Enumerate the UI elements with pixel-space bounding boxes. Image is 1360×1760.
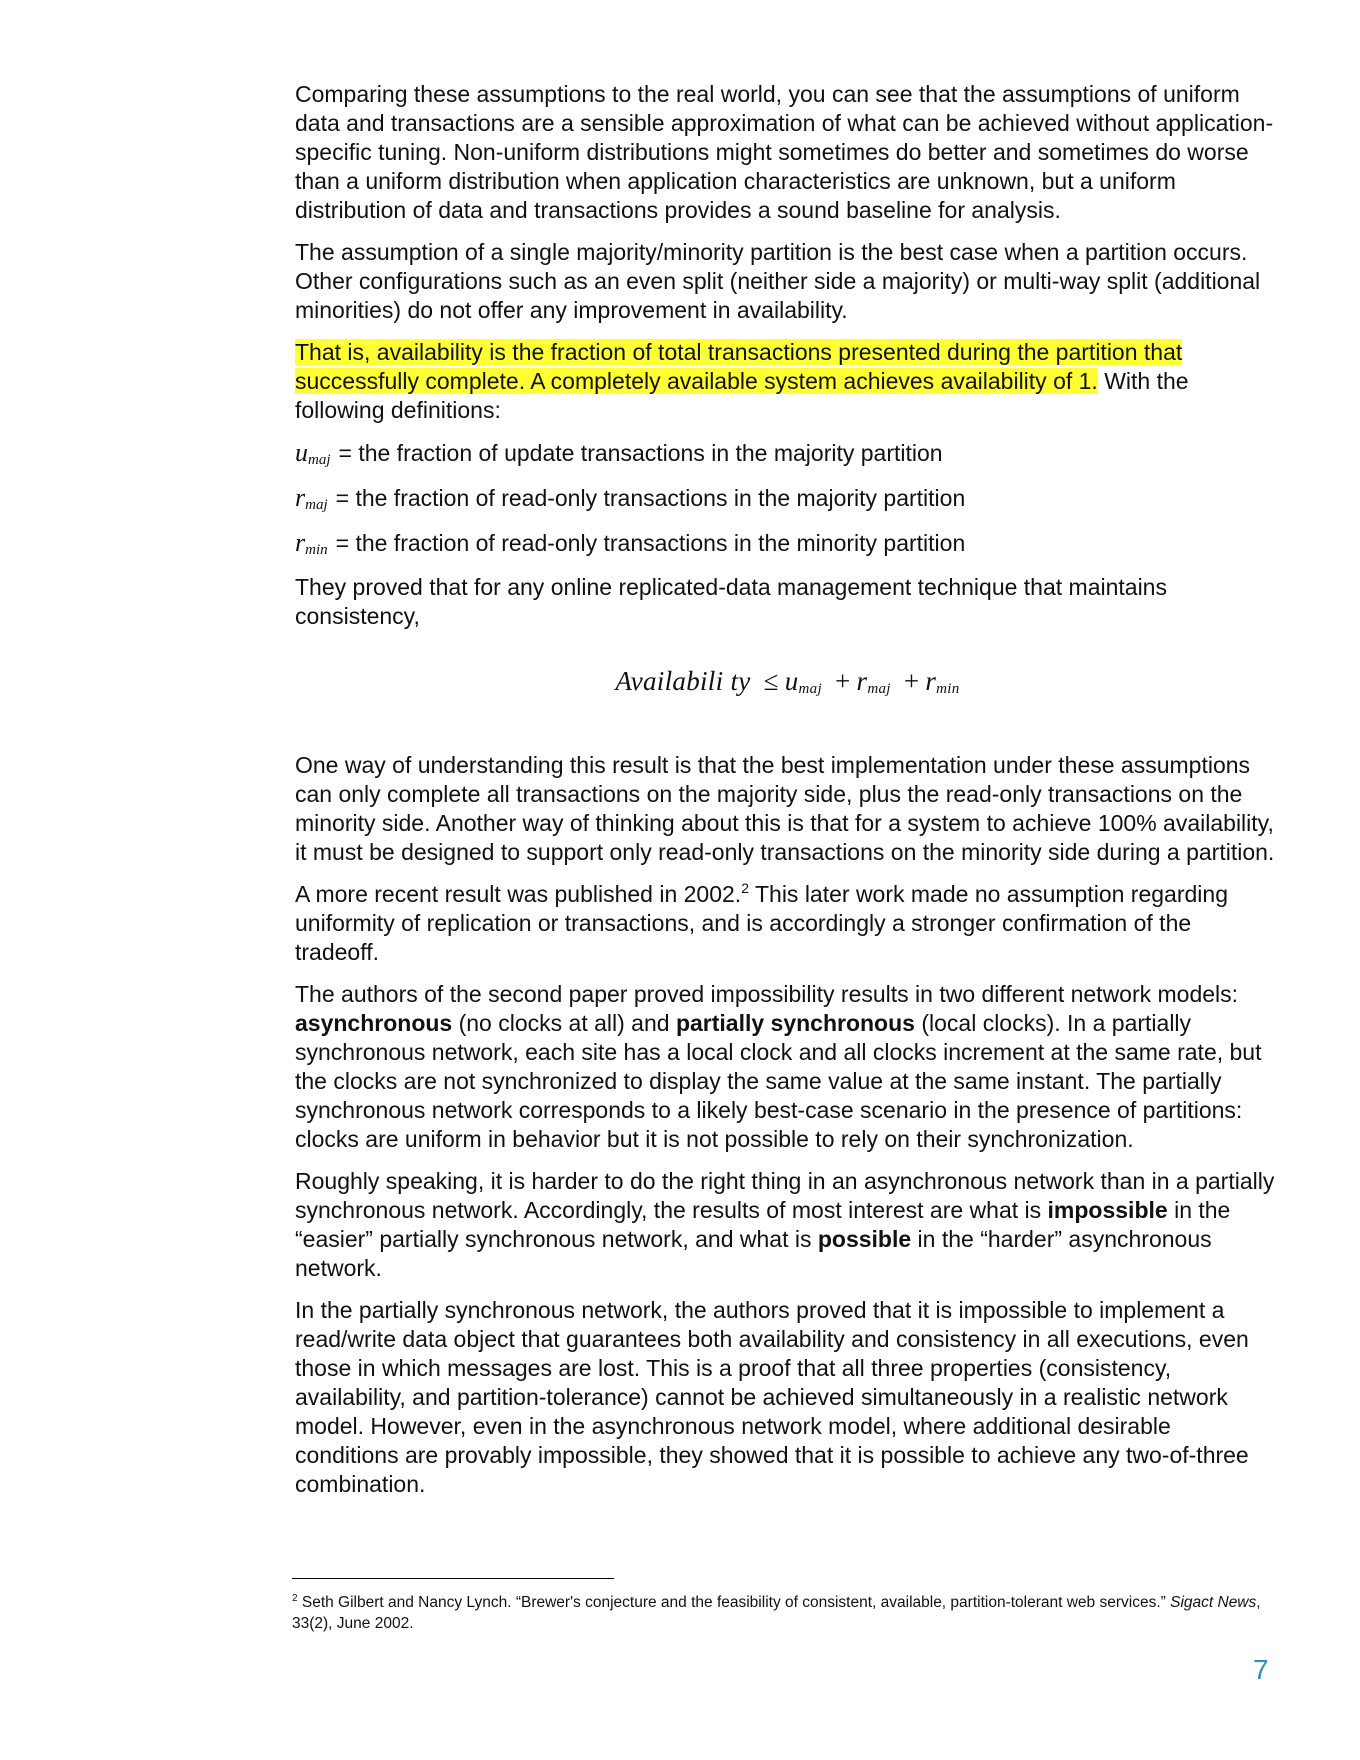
definition-r-maj bbox=[295, 483, 1280, 512]
paragraph-3 bbox=[295, 338, 1280, 425]
variable-r-maj: $r_{maj}$ bbox=[295, 483, 328, 513]
footnote-divider bbox=[292, 1578, 614, 1579]
paragraph-4: They proved that for any online replicated-data management technique that maintains consistency, bbox=[295, 574, 1167, 629]
bold-term-impossible: impossible bbox=[1047, 1197, 1168, 1223]
formula-le: ≤ bbox=[763, 666, 779, 696]
formula-term-2: $r_{maj}$ bbox=[856, 666, 891, 697]
paragraph-6: A more recent result was published in 2002.$^2$ This later work made no assumption regarding uniformity of replication or transactions, and is accordingly a stronger confirmation of the tradeoff. bbox=[295, 880, 1228, 965]
definition-r-min bbox=[295, 528, 1280, 557]
paragraph-8: Roughly speaking, it is harder to do the right thing in an asynchronous network than in a partially synchronous network. Accordingly, the results of most interest are what is impossible in the “easier” partially synchronous network, and what is possible in the “harder” asynchronous network. bbox=[295, 1168, 1275, 1281]
paragraph-9: In the partially synchronous network, the authors proved that it is impossible to implement a read/write data object that guarantees both availability and consistency in all executions, even those in which messages are lost. This is a proof that all three properties (consistency, availability, and partition-tolerance) cannot be achieved simultaneously in a realistic network model. However, even in the asynchronous network model, where additional desirable conditions are provably impossible, they showed that it is possible to achieve any two-of-three combination. bbox=[295, 1297, 1249, 1497]
paragraph-3-rest: With the following definitions: bbox=[295, 368, 1189, 423]
highlighted-text: That is, availability is the fraction of total transactions presented during the partition that successfully complete. A completely available system achieves availability of 1. bbox=[295, 339, 1183, 394]
paragraph-5: One way of understanding this result is that the best implementation under these assumptions can only complete all transactions on the majority side, plus the read-only transactions on the minority side. Another way of thinking about this is that for a system to achieve 100% availability, it must be designed to support only read-only transactions on the minority side during a partition. bbox=[295, 752, 1275, 865]
page-number: 7 bbox=[1253, 1654, 1269, 1685]
bold-term-asynchronous: asynchronous bbox=[295, 1010, 453, 1036]
paragraph-2: The assumption of a single majority/minority partition is the best case when a partition occurs. Other configurations such as an even split (neither side a majority) or multi-way split (additional minorities) do not offer any improvement in availability. bbox=[295, 239, 1261, 323]
formula-lhs: Availabili ty bbox=[615, 666, 751, 696]
body-text bbox=[295, 80, 1280, 1512]
availability-formula bbox=[295, 667, 1280, 707]
formula-plus-2: + bbox=[903, 666, 920, 696]
footnote-marker: 2 bbox=[292, 1593, 298, 1604]
bold-term-possible: possible bbox=[817, 1226, 912, 1252]
formula-plus-1: + bbox=[835, 666, 851, 696]
bold-term-partially-synchronous: partially synchronous bbox=[675, 1010, 915, 1036]
definition-text: = the fraction of read-only transactions in the minority partition bbox=[335, 530, 966, 556]
variable-r-min: $r_{min}$ bbox=[295, 528, 328, 558]
definition-text: = the fraction of read-only transactions in the majority partition bbox=[335, 485, 966, 511]
formula-term-1: $u_{maj}$ bbox=[784, 666, 822, 697]
definition-u-maj bbox=[295, 438, 1280, 467]
paragraph-1: Comparing these assumptions to the real world, you can see that the assumptions of uniform data and transactions are a sensible approximation of what can be achieved without application-specific tuning. Non-uniform distributions might sometimes do better and sometimes do worse than a uniform distribution when application characteristics are unknown, but a uniform distribution of data and transactions provides a sound baseline for analysis. bbox=[295, 81, 1274, 223]
journal-name: Sigact News bbox=[1170, 1594, 1257, 1611]
variable-u-maj: $u_{maj}$ bbox=[295, 438, 331, 468]
formula-term-3: $r_{min}$ bbox=[925, 666, 960, 697]
footnote: $^2$ Seth Gilbert and Nancy Lynch. “Brewer's conjecture and the feasibility of consistent, available, partition-tolerant web services.” Sigact News, 33(2), June 2002. bbox=[292, 1593, 1261, 1632]
paragraph-7: The authors of the second paper proved impossibility results in two different network models: asynchronous (no clocks at all) and partially synchronous (local clocks). In a partially synchronous network, each site has a local clock and all clocks increment at the same rate, but the clocks are not synchronized to display the same value at the same instant. The partially synchronous network corresponds to a likely best-case scenario in the presence of partitions: clocks are uniform in behavior but it is not possible to rely on their synchronization. bbox=[295, 981, 1262, 1152]
definition-text: = the fraction of update transactions in the majority partition bbox=[338, 440, 943, 466]
footnote-reference[interactable]: 2 bbox=[741, 880, 749, 896]
